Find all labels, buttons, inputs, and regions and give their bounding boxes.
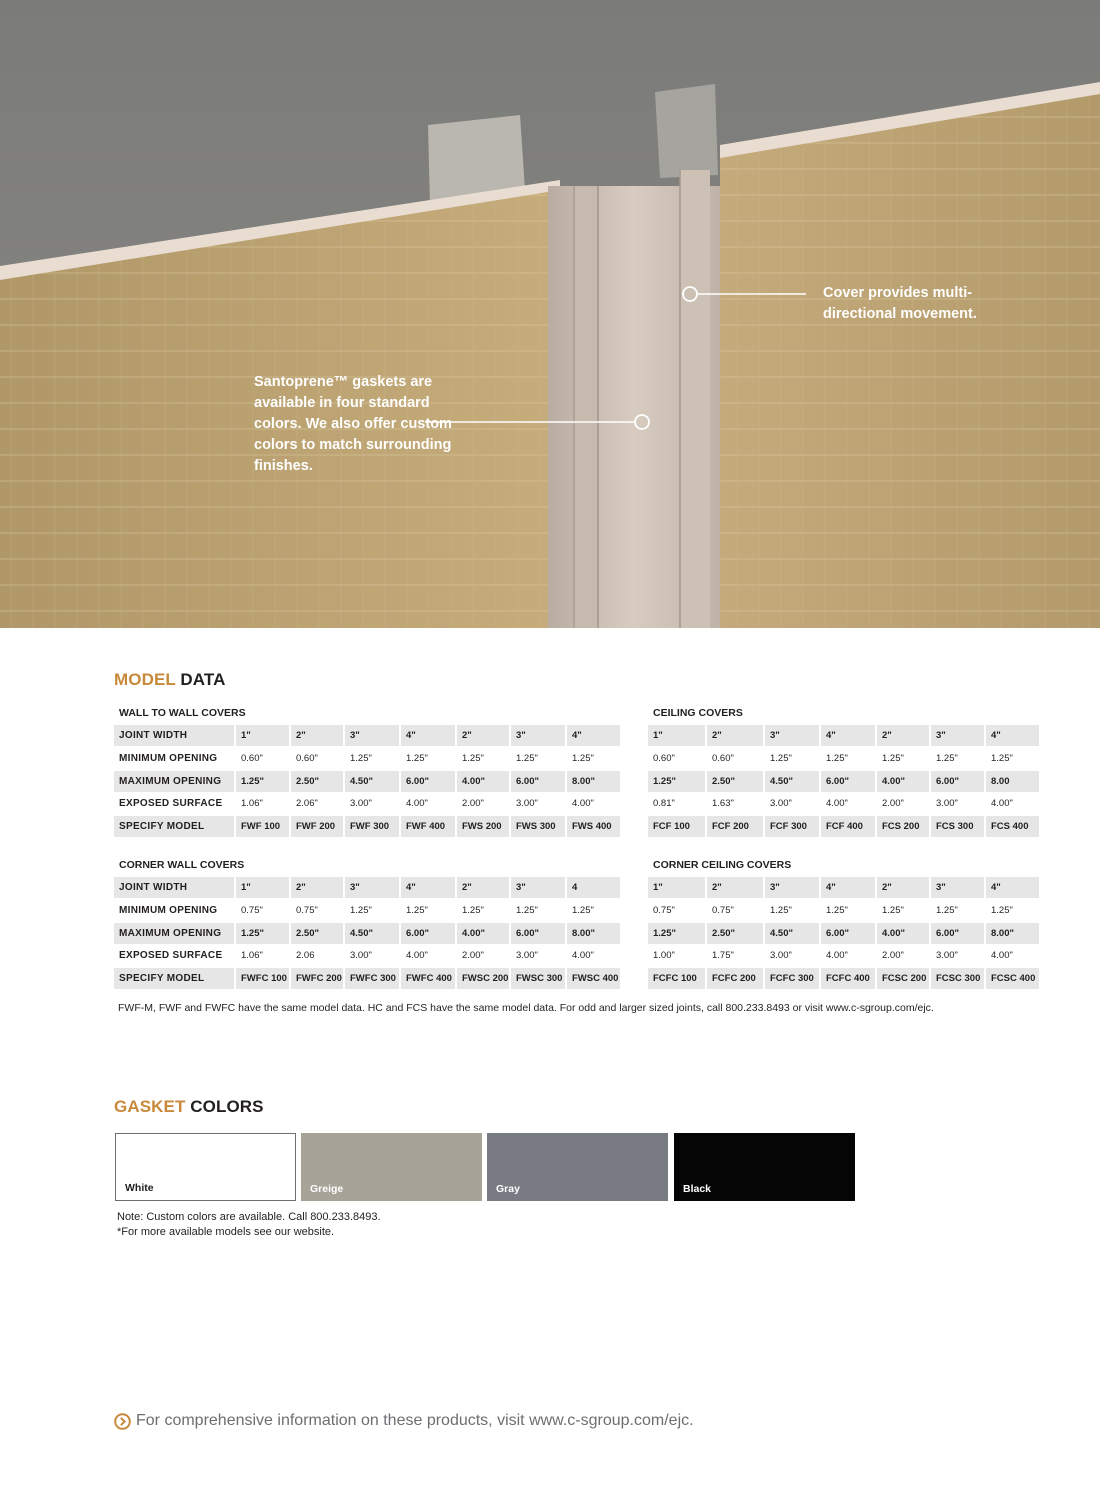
table-cell: 4 xyxy=(567,877,620,898)
custom-colors-note: Note: Custom colors are available. Call 800.233.8493. xyxy=(117,1211,381,1223)
table-cell: FCF 200 xyxy=(707,816,763,837)
table-cell: 8.00" xyxy=(986,923,1039,944)
table-cell: 1.25" xyxy=(236,923,289,944)
table-cell: 2" xyxy=(291,725,343,746)
table-cell: 3" xyxy=(765,877,819,898)
table-cell: 4.00" xyxy=(877,771,929,792)
table-cell: FWF 200 xyxy=(291,816,343,837)
table-cell: FCSC 200 xyxy=(877,968,929,989)
table-cell: 6.00" xyxy=(511,923,565,944)
table-cell: 4.50" xyxy=(345,771,399,792)
table-title: WALL TO WALL COVERS xyxy=(119,707,246,719)
table-cell: 3.00" xyxy=(516,798,538,810)
table-cell: 0.75" xyxy=(241,904,263,916)
table-cell: FCS 200 xyxy=(877,816,929,837)
table-cell: 0.81" xyxy=(653,798,675,810)
table-row xyxy=(114,968,620,989)
table-cell: 0.60" xyxy=(712,752,734,764)
table-cell: FWS 300 xyxy=(511,816,565,837)
table-cell: 1.25" xyxy=(936,752,958,764)
table-row xyxy=(648,945,1039,966)
table-cell: FWFC 300 xyxy=(345,968,399,989)
table-cell: 2" xyxy=(877,725,929,746)
table-cell: 4.00" xyxy=(826,950,848,962)
table-cell: 1.25" xyxy=(826,904,848,916)
table-title: CORNER CEILING COVERS xyxy=(653,859,792,871)
table-cell: 6.00" xyxy=(931,771,984,792)
table-cell: FWFC 400 xyxy=(401,968,455,989)
table-cell: 8.00" xyxy=(567,771,620,792)
table-cell: FCF 400 xyxy=(821,816,875,837)
table-row xyxy=(648,816,1039,837)
row-label: EXPOSED SURFACE xyxy=(119,798,223,810)
row-label: MINIMUM OPENING xyxy=(119,904,218,916)
table-cell: FWSC 300 xyxy=(511,968,565,989)
table-cell: FWSC 400 xyxy=(567,968,620,989)
table-cell: 1.25" xyxy=(936,904,958,916)
model-data-footnote: FWF-M, FWF and FWFC have the same model data. HC and FCS have the same model data. For odd and larger sized joints, call 800.233.8493 or visit www.c-sgroup.com/ejc. xyxy=(118,1002,934,1014)
table-cell: 1.25" xyxy=(991,904,1013,916)
table-row xyxy=(648,725,1039,746)
table-cell: 4.00" xyxy=(877,923,929,944)
table-cell: 8.00" xyxy=(567,923,620,944)
table-row xyxy=(648,900,1039,921)
table-cell: 3" xyxy=(931,877,984,898)
table-cell: FWF 400 xyxy=(401,816,455,837)
table-cell: 0.75" xyxy=(712,904,734,916)
table-cell: 1.25" xyxy=(406,752,428,764)
row-label: SPECIFY MODEL xyxy=(114,816,234,837)
table-cell: 1.25" xyxy=(572,752,594,764)
table-cell: 2.00" xyxy=(882,798,904,810)
table-cell: 0.75" xyxy=(296,904,318,916)
hero-photo xyxy=(0,0,1100,628)
table-cell: 4.50" xyxy=(765,923,819,944)
row-label: EXPOSED SURFACE xyxy=(119,950,223,962)
table-row xyxy=(114,816,620,837)
swatch-black xyxy=(674,1133,855,1201)
table-cell: 2.00" xyxy=(462,950,484,962)
table-cell: FWS 400 xyxy=(567,816,620,837)
table-cell: 1.00" xyxy=(653,950,675,962)
row-label: JOINT WIDTH xyxy=(114,725,234,746)
table-cell: 4.00" xyxy=(406,950,428,962)
table-cell: 1.25" xyxy=(648,923,705,944)
table-cell: 1.06" xyxy=(241,950,263,962)
table-cell: 3.00" xyxy=(350,798,372,810)
table-row xyxy=(114,877,620,898)
table-cell: 3.00" xyxy=(350,950,372,962)
comprehensive-info-link[interactable] xyxy=(114,1412,694,1430)
table-cell: 1.63" xyxy=(712,798,734,810)
table-cell: 8.00 xyxy=(986,771,1039,792)
table-cell: 1.25" xyxy=(770,904,792,916)
row-label: MAXIMUM OPENING xyxy=(114,923,234,944)
table-cell: 1.25" xyxy=(350,752,372,764)
table-cell: 4" xyxy=(401,877,455,898)
table-cell: FCS 300 xyxy=(931,816,984,837)
table-row xyxy=(648,968,1039,989)
table-cell: FCFC 200 xyxy=(707,968,763,989)
table-cell: 1.25" xyxy=(882,904,904,916)
model-data-heading xyxy=(114,670,226,690)
table-cell: 6.00" xyxy=(401,771,455,792)
table-cell: 4.00" xyxy=(457,923,509,944)
table-cell: 0.60" xyxy=(241,752,263,764)
table-row xyxy=(114,923,620,944)
table-cell: 4.00" xyxy=(406,798,428,810)
gasket-notes xyxy=(117,1210,381,1240)
table-cell: 4.50" xyxy=(345,923,399,944)
table-cell: 4" xyxy=(986,725,1039,746)
ceiling-covers-table xyxy=(648,706,1039,839)
table-cell: 2.06" xyxy=(296,798,318,810)
table-cell: 4.00" xyxy=(826,798,848,810)
table-cell: FCS 400 xyxy=(986,816,1039,837)
table-cell: FWF 100 xyxy=(236,816,289,837)
table-cell: 2.50" xyxy=(707,771,763,792)
table-cell: FCF 300 xyxy=(765,816,819,837)
table-cell: 3" xyxy=(931,725,984,746)
table-cell: 2.06 xyxy=(296,950,315,962)
table-cell: 2.50" xyxy=(291,771,343,792)
table-cell: 1" xyxy=(648,725,705,746)
swatch-greige xyxy=(301,1133,482,1201)
gasket-colors-heading xyxy=(114,1097,264,1117)
table-cell: 3" xyxy=(511,725,565,746)
table-cell: 6.00" xyxy=(821,771,875,792)
table-cell: 3" xyxy=(511,877,565,898)
table-cell: FCF 100 xyxy=(648,816,705,837)
table-cell: FCFC 100 xyxy=(648,968,705,989)
table-cell: 1.25" xyxy=(770,752,792,764)
more-models-note: *For more available models see our website. xyxy=(117,1226,335,1238)
corner-wall-covers-table xyxy=(114,858,620,991)
table-cell: 0.75" xyxy=(653,904,675,916)
gasket-colors-heading-accent: GASKET xyxy=(114,1097,186,1116)
table-cell: 4.00" xyxy=(991,950,1013,962)
table-row xyxy=(114,771,620,792)
table-cell: 1.25" xyxy=(462,752,484,764)
table-cell: 4" xyxy=(986,877,1039,898)
table-cell: 6.00" xyxy=(821,923,875,944)
table-cell: 1.25" xyxy=(516,904,538,916)
table-row xyxy=(114,725,620,746)
table-cell: FCSC 300 xyxy=(931,968,984,989)
table-cell: 4" xyxy=(821,877,875,898)
table-cell: 2" xyxy=(457,725,509,746)
table-row xyxy=(114,945,620,966)
table-cell: 3.00" xyxy=(770,798,792,810)
corner-ceiling-covers-table xyxy=(648,858,1039,991)
table-cell: FCFC 400 xyxy=(821,968,875,989)
circle-arrow-icon xyxy=(114,1413,131,1430)
table-cell: 2.00" xyxy=(462,798,484,810)
model-data-heading-rest: DATA xyxy=(180,670,226,689)
table-row xyxy=(648,771,1039,792)
table-row xyxy=(648,793,1039,814)
table-cell: 0.60" xyxy=(296,752,318,764)
table-cell: 1.25" xyxy=(516,752,538,764)
table-cell: 4.00" xyxy=(572,950,594,962)
swatch-label-black: Black xyxy=(683,1183,712,1195)
table-cell: 1.25" xyxy=(882,752,904,764)
table-row xyxy=(114,748,620,769)
comprehensive-info-text: For comprehensive information on these products, visit www.c-sgroup.com/ejc. xyxy=(136,1412,694,1429)
table-cell: 4" xyxy=(821,725,875,746)
table-cell: 4.50" xyxy=(765,771,819,792)
table-cell: 1.25" xyxy=(648,771,705,792)
table-cell: 1" xyxy=(236,725,289,746)
table-cell: 3.00" xyxy=(516,950,538,962)
table-cell: 1.25" xyxy=(350,904,372,916)
wall-to-wall-covers-table xyxy=(114,706,620,839)
table-cell: FCSC 400 xyxy=(986,968,1039,989)
swatch-white xyxy=(115,1133,296,1201)
table-cell: 2" xyxy=(707,877,763,898)
table-cell: 6.00" xyxy=(931,923,984,944)
table-cell: 2" xyxy=(291,877,343,898)
table-cell: 4.00" xyxy=(572,798,594,810)
table-cell: 1.25" xyxy=(236,771,289,792)
table-cell: 0.60" xyxy=(653,752,675,764)
table-cell: 4.00" xyxy=(991,798,1013,810)
table-cell: FWFC 200 xyxy=(291,968,343,989)
table-cell: FCFC 300 xyxy=(765,968,819,989)
table-cell: 6.00" xyxy=(401,923,455,944)
table-row xyxy=(648,877,1039,898)
table-cell: FWFC 100 xyxy=(236,968,289,989)
table-cell: 4.00" xyxy=(457,771,509,792)
table-title: CORNER WALL COVERS xyxy=(119,859,245,871)
model-data-heading-accent: MODEL xyxy=(114,670,176,689)
row-label: SPECIFY MODEL xyxy=(114,968,234,989)
table-title: CEILING COVERS xyxy=(653,707,743,719)
swatch-label-greige: Greige xyxy=(310,1183,344,1195)
table-cell: 3.00" xyxy=(770,950,792,962)
table-cell: 1.25" xyxy=(991,752,1013,764)
gasket-callout-text: Santoprene™ gaskets are available in four standard colors. We also offer custom colors to match surrounding finishes. xyxy=(254,374,452,474)
table-cell: 3" xyxy=(345,877,399,898)
table-cell: 3.00" xyxy=(936,950,958,962)
table-row xyxy=(114,793,620,814)
table-cell: 1.06" xyxy=(241,798,263,810)
table-cell: 1.75" xyxy=(712,950,734,962)
table-cell: FWS 200 xyxy=(457,816,509,837)
table-cell: 3.00" xyxy=(936,798,958,810)
table-cell: 1.25" xyxy=(572,904,594,916)
table-cell: 1.25" xyxy=(826,752,848,764)
table-cell: 3" xyxy=(345,725,399,746)
table-cell: 2" xyxy=(457,877,509,898)
row-label: JOINT WIDTH xyxy=(114,877,234,898)
table-cell: 6.00" xyxy=(511,771,565,792)
table-cell: 2.50" xyxy=(291,923,343,944)
table-row xyxy=(648,923,1039,944)
swatch-gray xyxy=(487,1133,668,1201)
table-cell: 2.50" xyxy=(707,923,763,944)
table-cell: 2" xyxy=(707,725,763,746)
table-cell: FWSC 200 xyxy=(457,968,509,989)
table-cell: 1" xyxy=(236,877,289,898)
table-cell: 4" xyxy=(567,725,620,746)
table-cell: 3" xyxy=(765,725,819,746)
row-label: MINIMUM OPENING xyxy=(119,752,218,764)
swatch-label-white: White xyxy=(125,1182,154,1194)
row-label: MAXIMUM OPENING xyxy=(114,771,234,792)
table-cell: 2.00" xyxy=(882,950,904,962)
table-cell: 4" xyxy=(401,725,455,746)
table-row xyxy=(114,900,620,921)
swatch-label-gray: Gray xyxy=(496,1183,520,1195)
table-cell: FWF 300 xyxy=(345,816,399,837)
table-cell: 1.25" xyxy=(462,904,484,916)
table-cell: 1.25" xyxy=(406,904,428,916)
table-row xyxy=(648,748,1039,769)
gasket-colors-heading-rest: COLORS xyxy=(190,1097,264,1116)
table-cell: 2" xyxy=(877,877,929,898)
cover-callout-text: Cover provides multi-directional movement. xyxy=(823,285,977,322)
table-cell: 1" xyxy=(648,877,705,898)
